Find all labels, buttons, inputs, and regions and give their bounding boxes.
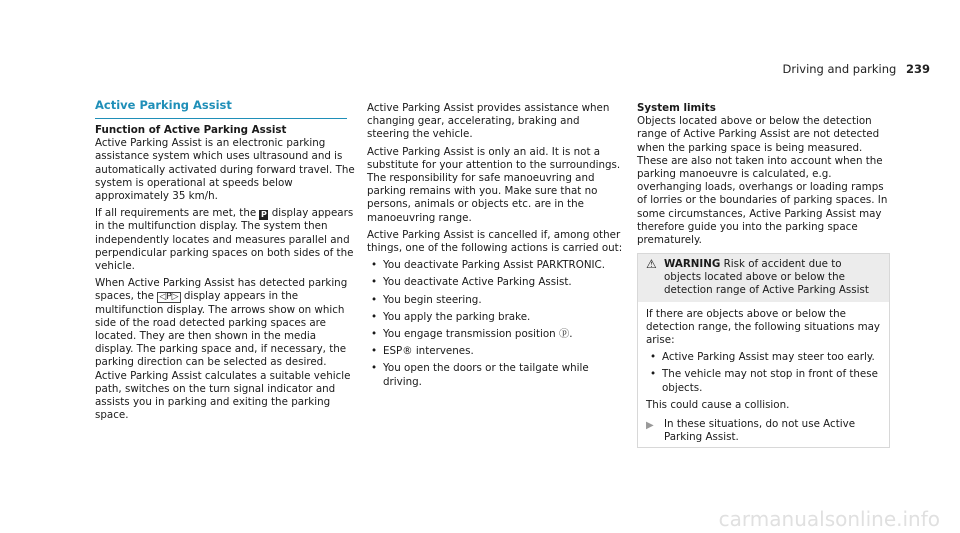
system-limits-heading: System limits: [637, 102, 716, 114]
list-item: • You open the doors or the tailgate while driving.: [367, 362, 623, 388]
list-item: • You apply the parking brake.: [367, 311, 623, 324]
paragraph: If there are objects above or below the detection range, the following situations may arise:: [646, 307, 881, 347]
paragraph: [95, 277, 355, 422]
parking-space-arrows-icon: ◁P▷: [159, 292, 179, 303]
paragraph: [95, 207, 355, 273]
arrow-right-icon: ▶: [646, 420, 654, 432]
parking-symbol-icon: P: [261, 210, 267, 220]
paragraph: Active Parking Assist is only an aid. It is not a substitute for your attention to the surroundings. The responsibility for safe manoeuvring and parking remains with you. Make sure that no persons, animals or objects etc. are in the manoeuvring range.: [367, 145, 621, 224]
column-1: [95, 124, 355, 426]
warning-list: [646, 351, 881, 395]
warning-label: WARNING: [664, 258, 721, 270]
tip-text: In these situations, do not use Active Parking Assist.: [664, 418, 856, 444]
warning-body: [638, 302, 889, 445]
cancel-conditions-list: [367, 259, 623, 389]
text: display appears in the multifunction display. The system then independently locates and measures parallel and perpendicular parking spaces on both sides of the vehicle.: [95, 207, 354, 273]
warning-box: [637, 253, 890, 448]
page-number: 239: [905, 62, 930, 76]
watermark: carmanualsonline.info: [718, 507, 940, 531]
text: When Active Parking Assist has detected parking spaces, the: [95, 277, 348, 303]
tip: [646, 418, 881, 444]
list-item: • You begin steering.: [367, 294, 623, 307]
list-item: • You engage transmission position ⓟ.: [367, 328, 623, 341]
section-title: Active Parking Assist: [95, 98, 347, 119]
paragraph: Active Parking Assist is cancelled if, among other things, one of the following actions is carried out:: [367, 228, 623, 255]
column-3: [637, 102, 895, 251]
list-item: • The vehicle may not stop in front of these objects.: [646, 368, 881, 394]
section-label: Driving and parking: [782, 62, 897, 76]
warning-title: [664, 258, 881, 298]
page-header: [782, 62, 930, 76]
paragraph: Active Parking Assist provides assistance when changing gear, accelerating, braking and steering the vehicle.: [367, 102, 610, 141]
paragraph: Objects located above or below the detection range of Active Parking Assist are not detected when the parking space is being measured. These are also not taken into account when the parking manoeuvre is calculated, e.g. overhanging loads, overhangs or loading ramps of lorries or the boundaries of parking spaces. In some circumstances, Active Parking Assist may therefore guide you into the parking space prematurely.: [637, 115, 888, 247]
column-2: [367, 102, 623, 393]
warning-triangle-icon: ⚠: [646, 257, 657, 271]
paragraph: Active Parking Assist is an electronic parking assistance system which uses ultrasound and is automatically activated during forward travel. The system is operational at speeds below approximately 35 km/h.: [95, 137, 355, 203]
paragraph: This could cause a collision.: [646, 398, 790, 411]
text: display appears in the multifunction display. The arrows show on which side of the road detected parking spaces are located. They are then shown in the media display. The parking space and, if necessary, the parking direction can be selected as desired. Active Parking Assist calculates a suitable vehicle path, switches on the turn signal indicator and assists you in parking and exiting the parking space.: [95, 290, 351, 422]
warning-head-text: Risk of accident due to objects located above or below the detection range of Active Parking Assist: [664, 258, 869, 297]
list-item: • ESP® intervenes.: [367, 345, 623, 358]
list-item: • You deactivate Parking Assist PARKTRONIC.: [367, 259, 623, 272]
list-item: • Active Parking Assist may steer too early.: [646, 351, 881, 364]
text: If all requirements are met, the: [95, 207, 260, 220]
function-heading: Function of Active Parking Assist: [95, 124, 287, 136]
list-item: • You deactivate Active Parking Assist.: [367, 276, 623, 289]
warning-header: [638, 254, 889, 302]
